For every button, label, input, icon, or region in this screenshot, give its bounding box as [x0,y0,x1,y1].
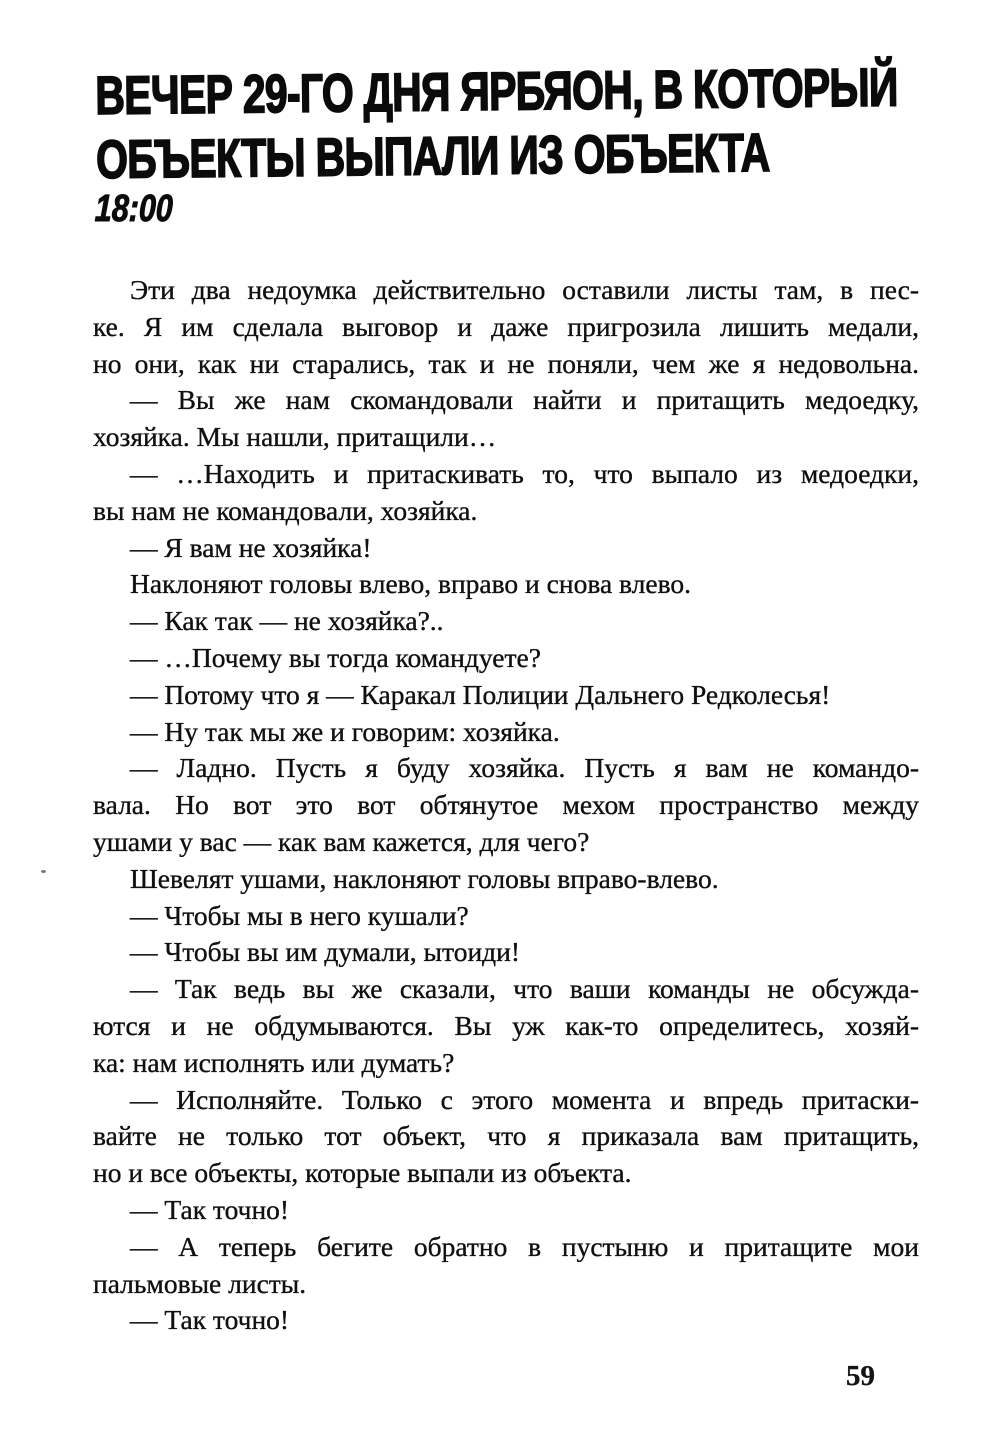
paragraph [93,1229,919,1303]
paragraph [93,677,919,714]
text-line: — Так точно! [130,1193,290,1225]
paragraph [93,934,919,971]
text-line: — Так ведь вы же сказали, что ваши команды не обсужда- [130,973,919,1005]
text-line: — Чтобы мы в него кушали? [130,899,469,931]
paragraph [93,640,919,677]
chapter-time: 18:00 [94,188,174,230]
text-line: — Как так — не хозяйка?.. [130,605,444,637]
text-line: ются и не обдумываются. Вы уж как-то определитесь, хозяй- [93,1009,919,1041]
text-line: — Ну так мы же и говорим: хозяйка. [130,715,560,747]
text-line: но и все объекты, которые выпали из объекта. [93,1157,632,1189]
text-line: — А теперь бегите обратно в пустыню и притащите мои [130,1230,919,1262]
paragraph [93,382,919,456]
paragraph [93,566,919,603]
page-number: 59 [846,1360,875,1392]
text-line: но они, как ни старались, так и не поняли, чем же я недовольна. [93,347,919,379]
body-text [93,272,919,1339]
paragraph [93,714,919,751]
text-line: Эти два недоумка действительно оставили листы там, в пес- [130,274,919,305]
text-line: — Ладно. Пусть я буду хозяйка. Пусть я вам не командо- [130,752,919,784]
text-line: — Так точно! [130,1304,290,1336]
paragraph [93,530,919,567]
text-line: хозяйка. Мы нашли, притащили… [93,421,497,453]
paragraph [93,971,919,1081]
paragraph [93,1082,919,1192]
text-line: — Исполняйте. Только с этого момента и впредь притаски- [130,1083,919,1115]
text-line: ушами у вас — как вам кажется, для чего? [93,825,590,857]
text-line: вайте не только тот объект, что я приказала вам притащить, [93,1120,919,1152]
text-line: вала. Но вот это вот обтянутое мехом пространство между [93,789,919,821]
text-line: — …Почему вы тогда командуете? [130,641,541,673]
paragraph [93,750,919,860]
paragraph [93,603,919,640]
text-line: ке. Я им сделала выговор и даже пригрозила лишить медали, [93,310,919,342]
paragraph [93,1192,919,1229]
chapter-title-line: ОБЪЕКТЫ ВЫПАЛИ ИЗ ОБЪЕКТА [95,122,770,190]
paragraph [93,456,919,530]
text-line: — …Находить и притаскивать то, что выпало из медоедки, [130,457,919,489]
text-line: вы нам не командовали, хозяйка. [93,494,478,526]
text-line: — Вы же нам скомандовали найти и притащить медоедку, [130,384,919,416]
paragraph [93,1302,919,1339]
text-line: — Я вам не хозяйка! [130,531,372,563]
text-line: ка: нам исполнять или думать? [93,1046,455,1078]
text-line: пальмовые листы. [93,1267,307,1299]
text-line: — Чтобы вы им думали, ытоиди! [130,936,521,968]
text-line: Наклоняют головы влево, вправо и снова влево. [130,568,691,600]
paragraph [93,272,919,382]
scan-speck [41,870,46,873]
paragraph [93,861,919,898]
chapter-title [95,53,1000,192]
chapter-title-line: ВЕЧЕР 29-ГО ДНЯ ЯРБЯОН, В КОТОРЫЙ [95,57,898,126]
text-line: Шевелят ушами, наклоняют головы вправо-влево. [130,862,719,894]
text-line: — Потому что я — Каракал Полиции Дальнего Редколесья! [130,678,831,710]
paragraph [93,898,919,935]
